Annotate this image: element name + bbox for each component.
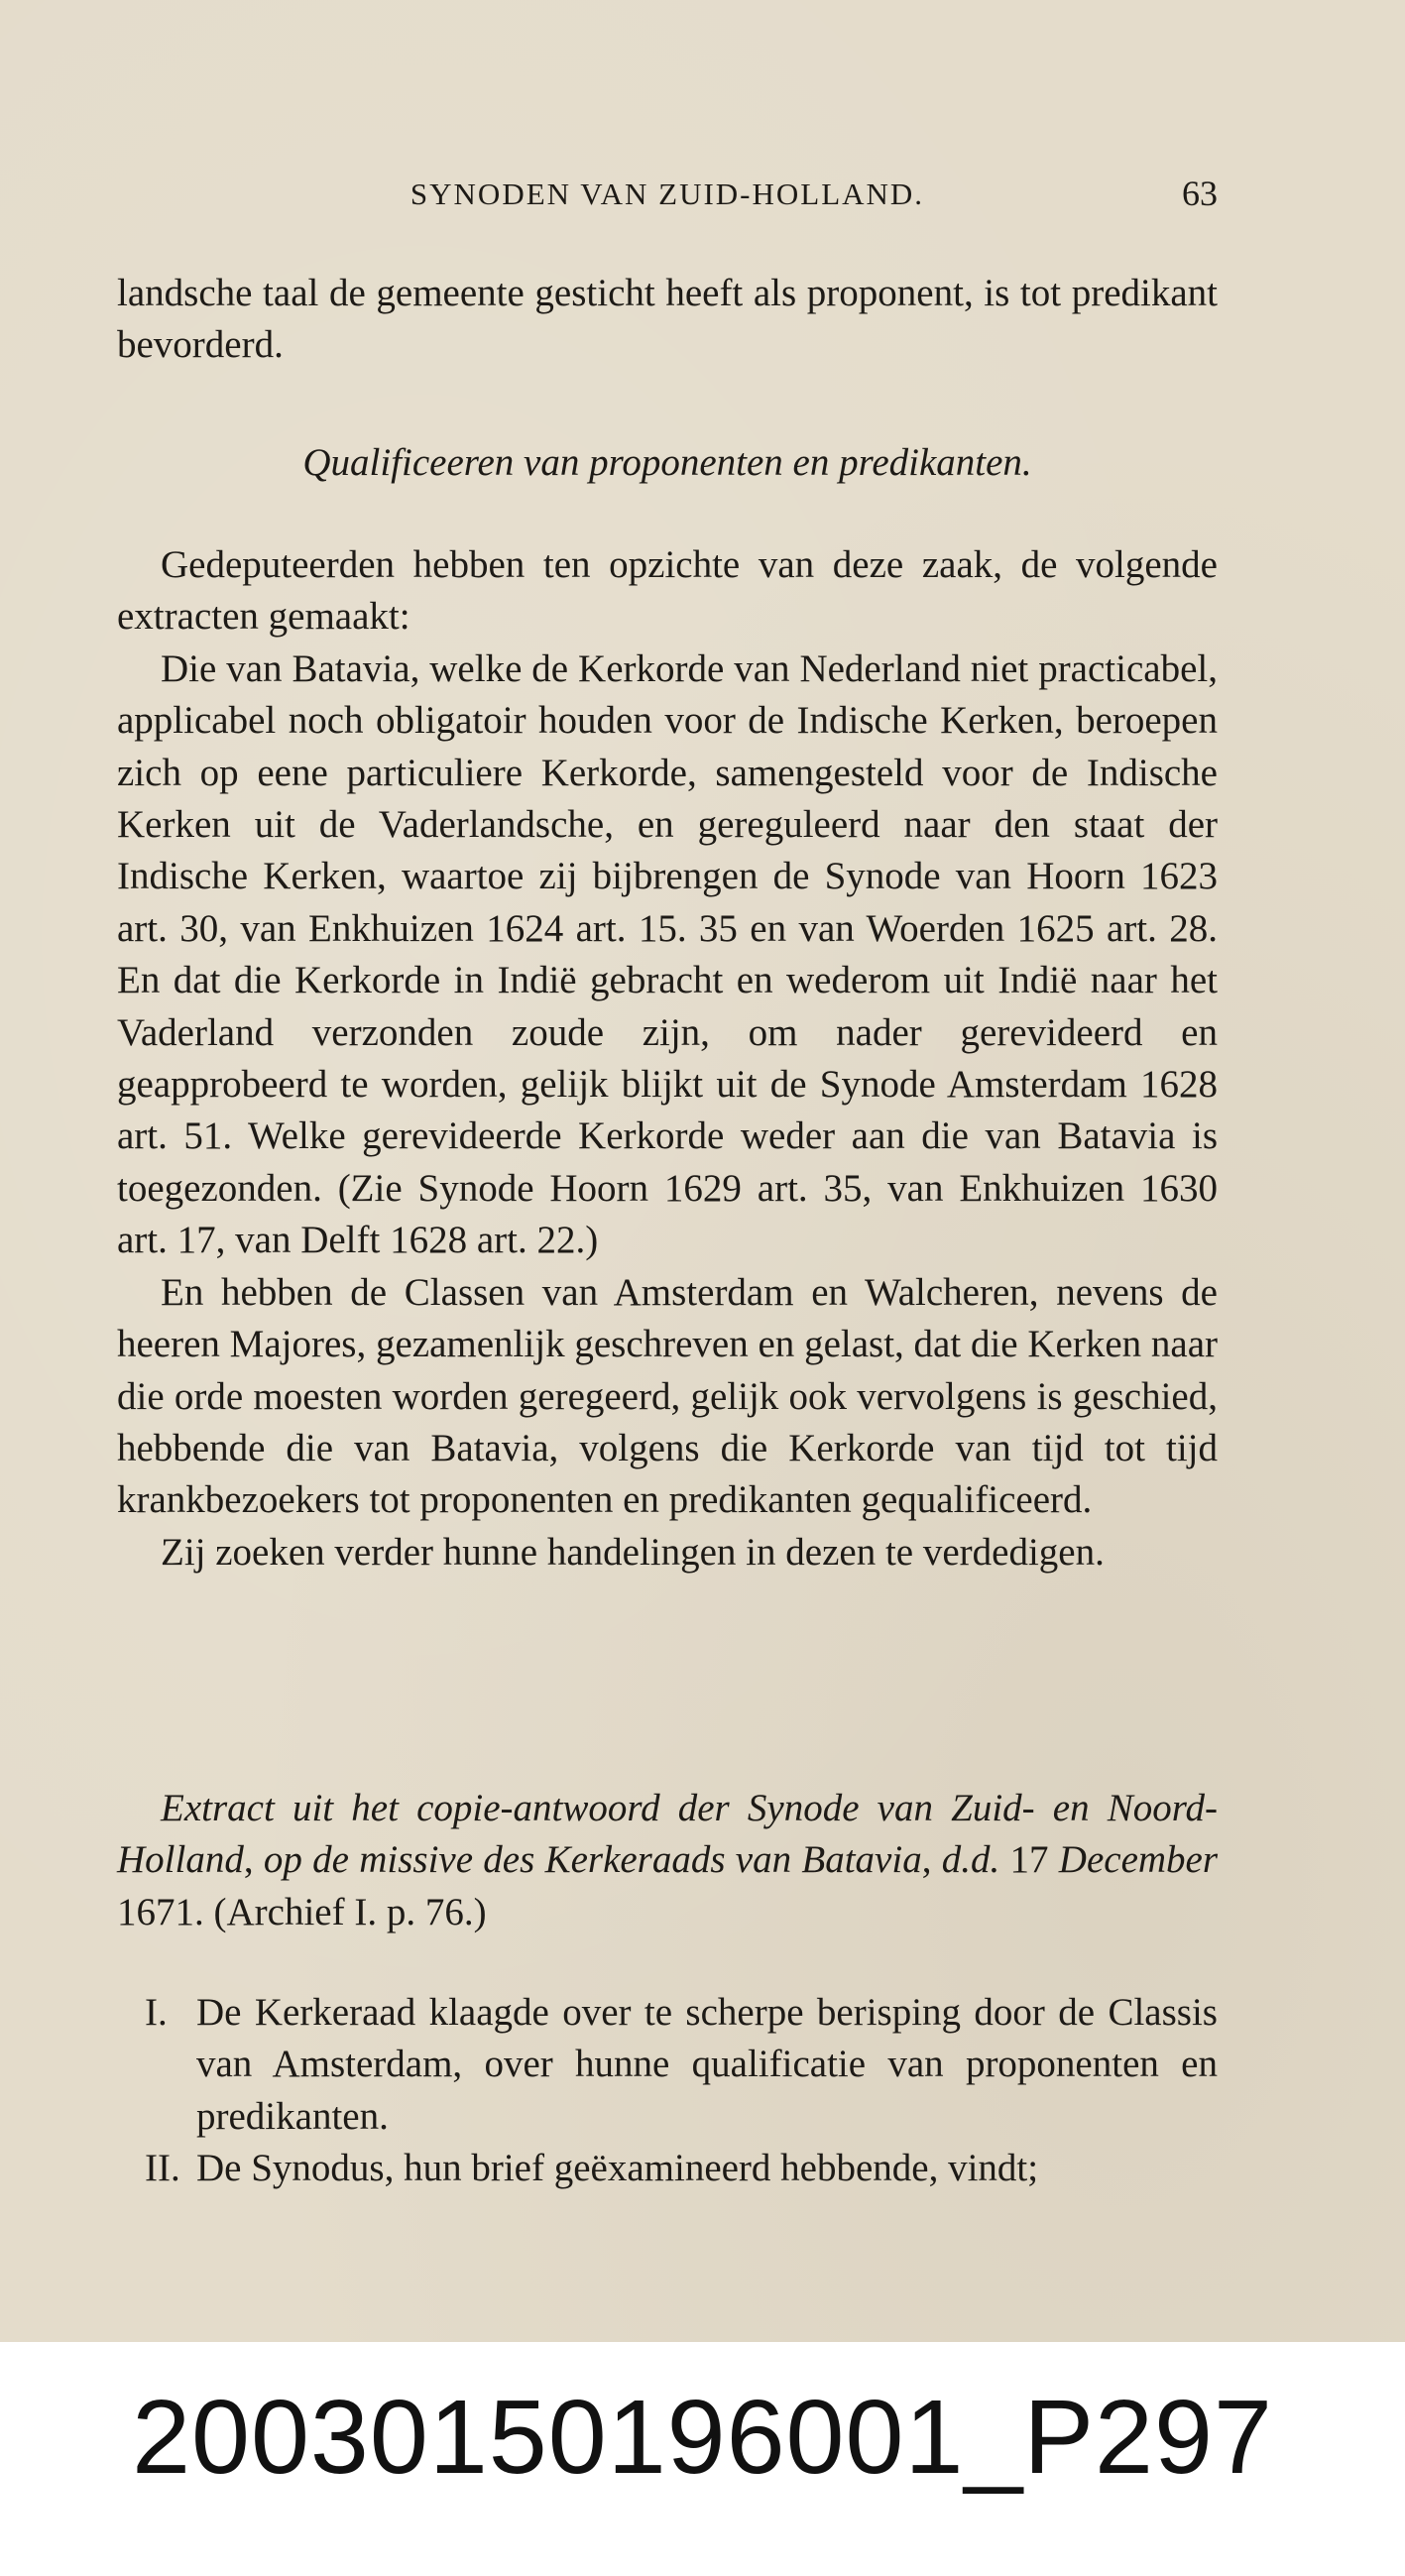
caption-italic: op de missive des Kerkeraads van Batavia <box>263 1838 922 1882</box>
caption-roman: 17 <box>999 1838 1059 1882</box>
paragraph: Gedeputeerden hebben ten opzichte van deze zaak, de volgende extracten gemaakt: <box>117 543 1218 639</box>
list-item <box>117 1987 1218 2143</box>
archive-identifier: 20030150196001_P297 <box>132 2379 1273 2496</box>
paragraph: En hebben de Classen van Amsterdam en Walcheren, nevens de heeren Majores, gezamenlijk geschreven en gelast, dat die Kerken naar die orde moesten worden geregeerd, gelijk ook vervolgens is geschied, hebbende die van Batavia, volgens die Kerkorde van tijd tot tijd krankbezoekers tot proponenten en predikanten gequalificeerd. <box>117 1270 1218 1522</box>
running-head <box>117 176 1218 226</box>
list-item-text: De Synodus, hun brief geëxamineerd hebbende, vindt; <box>196 2147 1039 2190</box>
paragraph: Zij zoeken verder hunne handelingen in dezen te verdedigen. <box>161 1530 1105 1574</box>
paragraph: landsche taal de gemeente gesticht heeft als proponent, is tot predikant bevorderd. <box>117 272 1218 367</box>
caption-italic: d.d. <box>941 1838 1000 1882</box>
main-text <box>117 539 1218 1579</box>
list-item-text: De Kerkeraad klaagde over te scherpe berisping door de Classis van Amsterdam, over hunne qualificatie van proponenten en predikanten. <box>196 1991 1218 2138</box>
caption-italic: Extract uit het copie-antwoord der Synode van Zuid- en Noord-Holland <box>117 1787 1218 1882</box>
section-heading: Qualificeeren van proponenten en predikanten. <box>302 441 1032 484</box>
running-head-title: SYNODEN VAN ZUID-HOLLAND. <box>410 176 925 211</box>
caption-italic: December <box>1058 1838 1219 1882</box>
extract-caption-text <box>117 1783 1218 1938</box>
extract-caption <box>117 1783 1218 1938</box>
caption-roman: 1671. (Archief I. p. 76.) <box>117 1890 487 1933</box>
caption-roman: , <box>921 1838 942 1882</box>
list-item <box>117 2143 1218 2194</box>
page-text-area <box>117 0 1218 2342</box>
list-numeral: I. <box>145 1991 168 2034</box>
paragraph: Die van Batavia, welke de Kerkorde van Nederland niet practicabel, applicabel noch obligatoir houden voor de Indische Kerken, beroepen zich op eene particuliere Kerkorde, samengesteld voor de Indische Kerken uit de Vaderlandsche, en gereguleerd naar den staat der Indische Kerken, waartoe zij bijbrengen de Synode van Hoorn 1623 art. 30, van Enkhuizen 1624 art. 15. 35 en van Woerden 1625 art. 28. En dat die Kerkorde in Indië gebracht en wederom uit Indië naar het Vaderland verzonden zoude zijn, om nader gerevideerd en geapprobeerd te worden, gelijk blijkt uit de Synode Amsterdam 1628 art. 51. Welke gerevideerde Kerkorde weder aan die van Batavia is toegezonden. (Zie Synode Hoorn 1629 art. 35, van Enkhuizen 1630 art. 17, van Delft 1628 art. 22.) <box>117 646 1218 1262</box>
list-numeral: II. <box>145 2147 180 2190</box>
caption-roman: , <box>243 1838 264 1882</box>
numbered-list <box>117 1987 1218 2195</box>
page-number: 63 <box>1182 174 1218 213</box>
continuation-paragraph <box>117 268 1218 372</box>
